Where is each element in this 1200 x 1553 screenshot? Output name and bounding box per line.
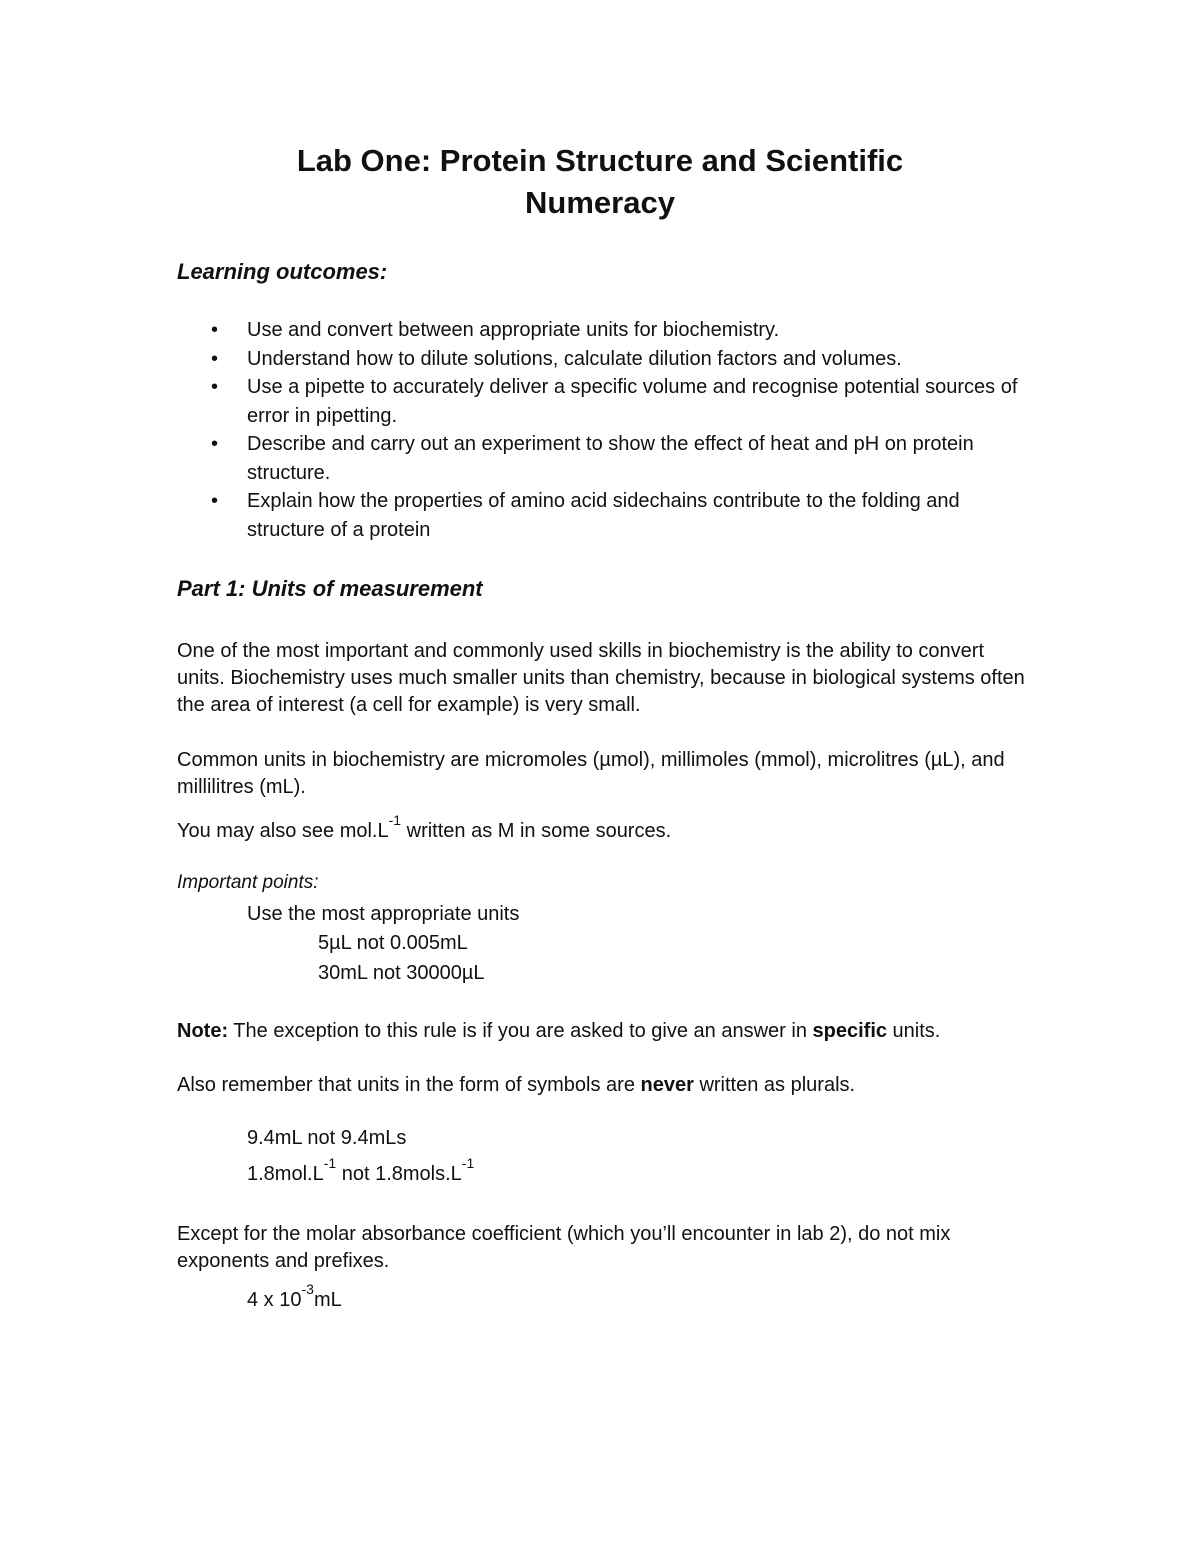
- important-points-label: Important points:: [177, 872, 319, 893]
- superscript: -1: [323, 1155, 337, 1172]
- bullet-icon: •: [211, 376, 219, 398]
- bullet-icon: •: [211, 490, 219, 512]
- rule-text: Use the most appropriate units: [247, 903, 520, 925]
- molar-notation-text: You may also see mol.L: [177, 820, 389, 842]
- page-title: [0, 140, 1200, 224]
- plural-text-end: written as plurals.: [693, 1074, 856, 1096]
- exponent-example-unit: mL: [313, 1289, 342, 1311]
- note-text: The exception to this rule is if you are asked to give an answer in: [228, 1020, 813, 1042]
- example-2: 30mL not 30000µL: [318, 962, 485, 984]
- page-title-line-2: Numeracy: [525, 185, 675, 220]
- note-emphasis: specific: [812, 1020, 887, 1042]
- superscript: -1: [461, 1155, 475, 1172]
- learning-outcomes-list: [177, 316, 1037, 544]
- plural-example-2-part-a: 1.8mol.L: [247, 1163, 324, 1185]
- part1-heading: Part 1: Units of measurement: [177, 576, 483, 601]
- superscript: -1: [388, 812, 402, 829]
- list-item-text: Describe and carry out an experiment to show the effect of heat and pH on protein structure.: [247, 433, 974, 484]
- note-label: Note:: [177, 1020, 229, 1042]
- list-item: [177, 316, 1037, 345]
- page-title-line-1: Lab One: Protein Structure and Scientific: [296, 143, 904, 178]
- plural-example-2: [247, 1155, 475, 1186]
- list-item: [177, 430, 1037, 487]
- plural-emphasis: never: [640, 1074, 694, 1096]
- superscript: -3: [301, 1281, 314, 1298]
- example-1: 5µL not 0.005mL: [318, 932, 468, 954]
- exponent-paragraph: Except for the molar absorbance coefficient (which you’ll encounter in lab 2), do not mix exponents and prefixes.: [177, 1223, 951, 1272]
- note-paragraph: [177, 1018, 1037, 1045]
- list-item: [177, 373, 1037, 430]
- intro-paragraph: One of the most important and commonly used skills in biochemistry is the ability to convert units. Biochemistry uses much smaller units than chemistry, because in biological systems often the area of interest (a cell for example) is very small.: [177, 640, 1025, 716]
- exponent-example: [247, 1281, 342, 1312]
- bullet-icon: •: [211, 433, 219, 455]
- note-text-end: units.: [887, 1020, 941, 1042]
- list-item-text: Use and convert between appropriate units for biochemistry.: [247, 319, 780, 341]
- exponent-example-base: 4 x 10: [247, 1289, 302, 1311]
- list-item-text: Use a pipette to accurately deliver a specific volume and recognise potential sources of error in pipetting.: [247, 376, 1018, 427]
- bullet-icon: •: [211, 319, 219, 341]
- list-item-text: Explain how the properties of amino acid sidechains contribute to the folding and structure of a protein: [247, 490, 960, 541]
- molar-notation-paragraph: [177, 812, 1037, 845]
- plural-example-1: 9.4mL not 9.4mLs: [247, 1127, 407, 1149]
- plural-example-2-part-b: not 1.8mols.L: [336, 1163, 462, 1185]
- list-item-text: Understand how to dilute solutions, calculate dilution factors and volumes.: [247, 347, 902, 370]
- plural-text: Also remember that units in the form of symbols are: [177, 1074, 641, 1096]
- common-units-paragraph: Common units in biochemistry are micromoles (µmol), millimoles (mmol), microlitres (µL), and millilitres (mL).: [177, 749, 1005, 798]
- plural-paragraph: [177, 1072, 1037, 1099]
- list-item: [177, 487, 1037, 544]
- molar-notation-text-end: written as M in some sources.: [401, 820, 672, 842]
- bullet-icon: •: [211, 347, 219, 370]
- learning-outcomes-heading: Learning outcomes:: [177, 259, 388, 284]
- list-item: [177, 345, 1037, 374]
